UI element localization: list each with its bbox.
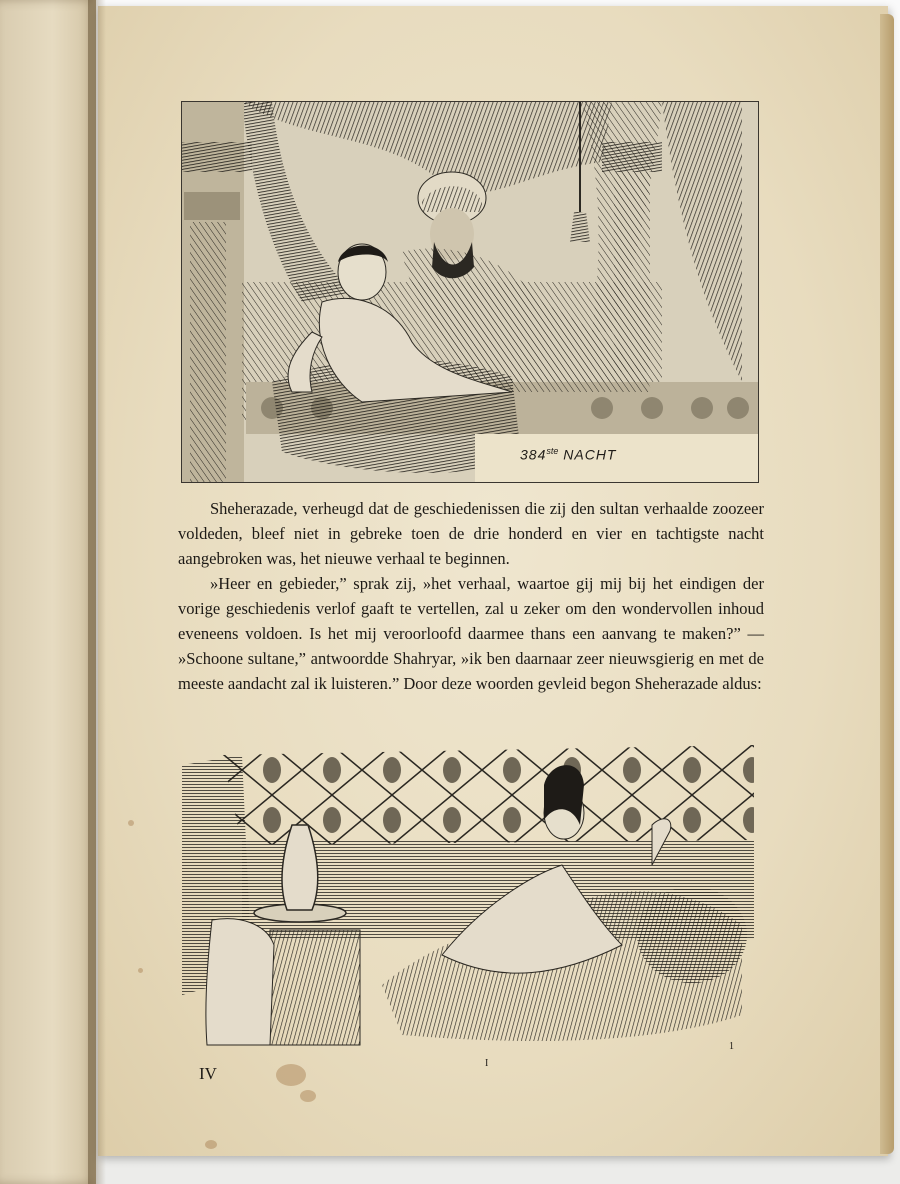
paragraph-1: Sheherazade, verheugd dat de geschiedenissen die zij den sultan verhaalde zoozeer voldeden, bleef niet in gebreke toen de drie honderd en vier en tachtigste nacht aangebroken was, het nieuwe verhaal te beginnen. [178, 499, 764, 568]
signature-mark: I [485, 1058, 489, 1069]
body-text [178, 496, 764, 696]
spine-shadow [88, 0, 106, 1184]
signature-mark-right: 1 [729, 1041, 734, 1052]
left-page [0, 0, 96, 1184]
caption-word: NACHT [563, 446, 617, 463]
foxing-spot [276, 1064, 306, 1086]
engraving-sultan-and-sheherazade-icon [182, 102, 758, 482]
page-edge [880, 14, 894, 1154]
caption-number: 384 [520, 446, 547, 463]
caption-suffix: ste [546, 446, 559, 456]
foxing-spot [128, 820, 134, 826]
paragraph-2: »Heer en gebieder,” sprak zij, »het verhaal, waartoe gij mij bij het eindigen der vorige geschiedenis verlof gaaft te vertellen, zal u zeker om den wondervollen inhoud eveneens voldoen. Is het mij veroorloofd daarmee thans een aanvang te maken?” — »Schoone sultane,” antwoordde Shahryar, »ik ben daarnaar zeer nieuwsgierig en met de meeste aandacht zal ik luisteren.” Door deze woorden gevleid begon Sheherazade aldus: [178, 574, 764, 693]
chapter-caption [520, 446, 617, 463]
foxing-spot [300, 1090, 316, 1102]
foxing-spot [205, 1140, 217, 1149]
volume-number: IV [199, 1064, 217, 1083]
engraving-reclining-woman-icon [182, 745, 754, 1051]
top-engraving [181, 101, 759, 483]
bottom-engraving [182, 745, 754, 1051]
foxing-spot [138, 968, 143, 973]
